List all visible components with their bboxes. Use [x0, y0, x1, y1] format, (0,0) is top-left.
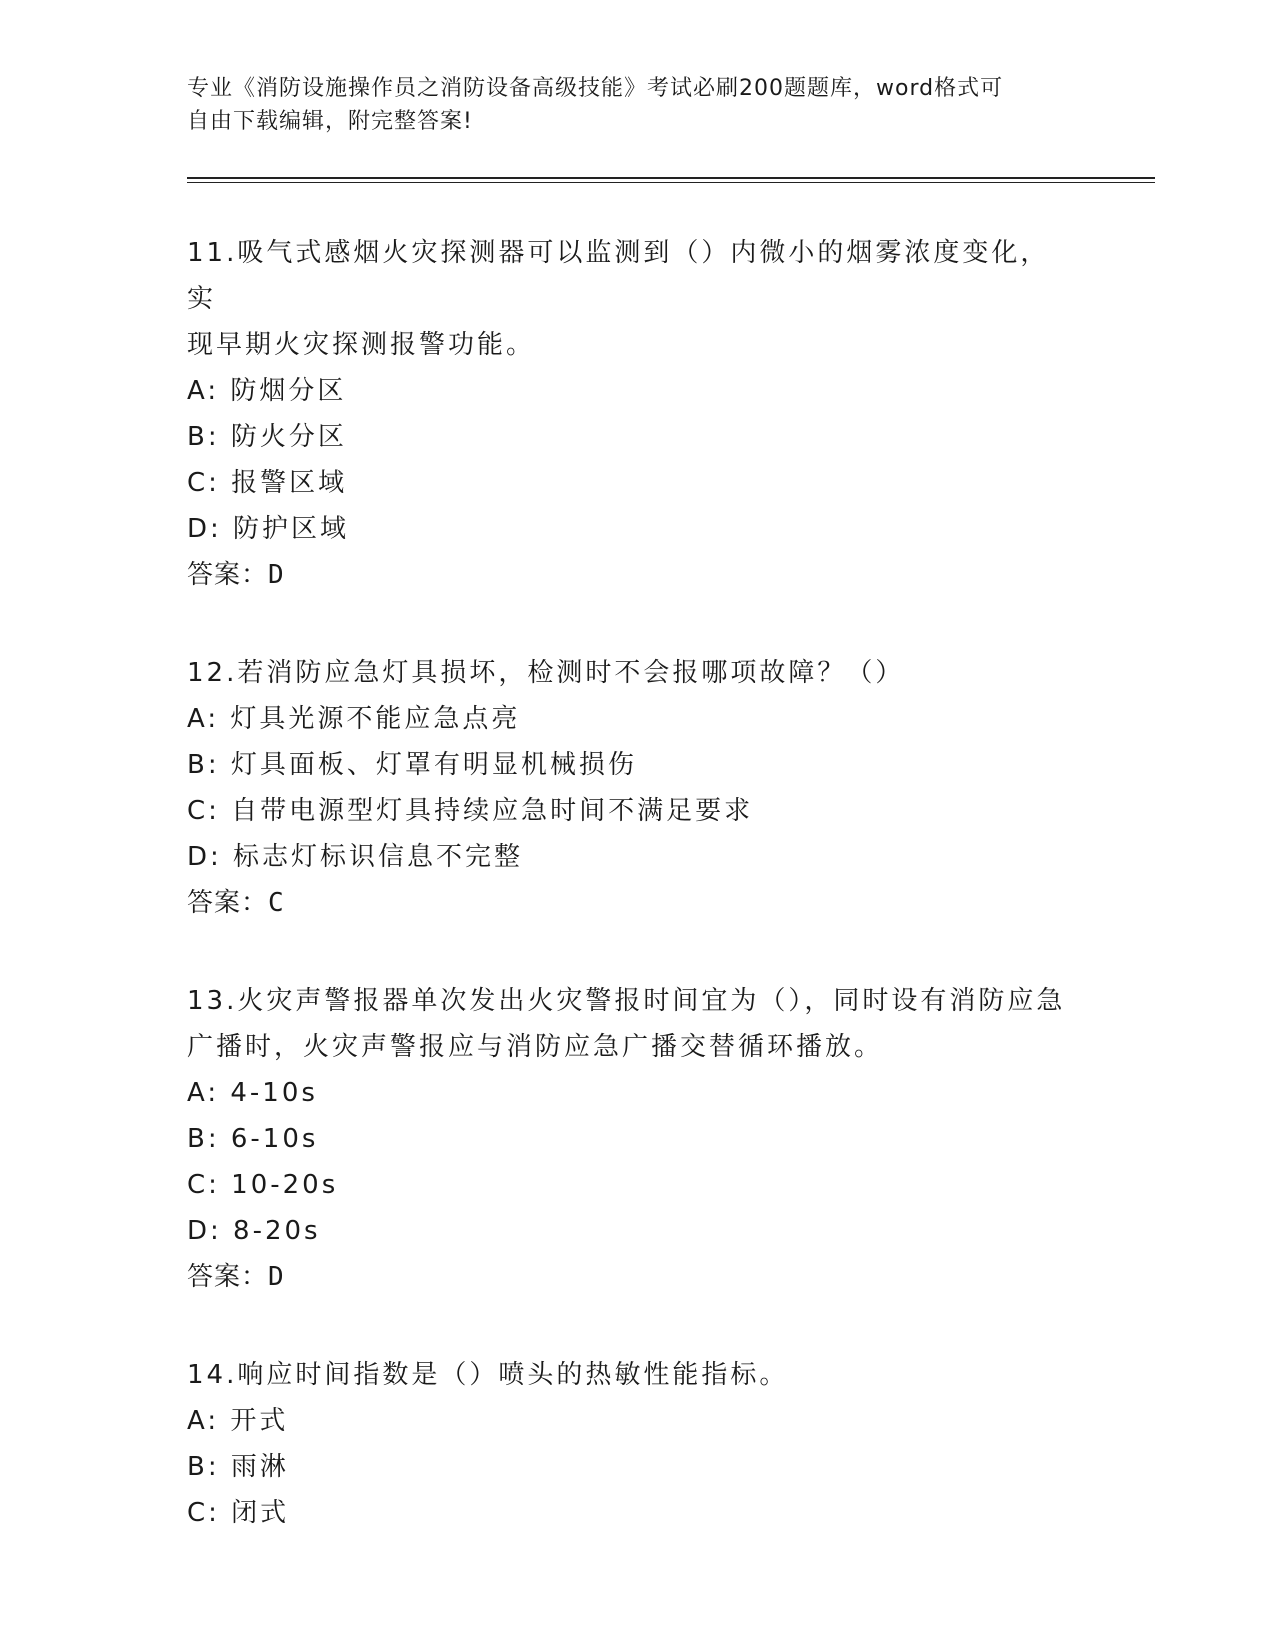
answer-value: D — [268, 560, 285, 590]
option-b: B: 灯具面板、灯罩有明显机械损伤 — [187, 750, 637, 780]
option-b: B: 雨淋 — [187, 1452, 289, 1482]
option-a: A: 开式 — [187, 1406, 289, 1436]
question-stem-line-2: 现早期火灾探测报警功能。 — [187, 330, 536, 360]
option-a: A: 防烟分区 — [187, 376, 347, 406]
option-c: C: 10-20s — [187, 1170, 339, 1200]
option-b: B: 6-10s — [187, 1124, 319, 1154]
answer-label: 答案： — [187, 1262, 269, 1292]
question-stem-line-1: 11.吸气式感烟火灾探测器可以监测到（）内微小的烟雾浓度变化，实 — [187, 238, 1050, 314]
option-c: C: 报警区域 — [187, 468, 348, 498]
option-c: C: 闭式 — [187, 1498, 290, 1528]
answer-value: D — [268, 1262, 285, 1292]
header-line-2: 自由下载编辑，附完整答案! — [187, 109, 473, 134]
option-a: A: 4-10s — [187, 1078, 318, 1108]
question-stem-line-1: 12.若消防应急灯具损坏，检测时不会报哪项故障？（） — [187, 658, 905, 688]
question-stem-line-2: 广播时，火灾声警报应与消防应急广播交替循环播放。 — [187, 1032, 884, 1062]
question-12 — [187, 650, 1087, 926]
question-14 — [187, 1352, 1087, 1536]
document-header — [187, 72, 1067, 138]
answer-line — [187, 552, 1087, 598]
option-a: A: 灯具光源不能应急点亮 — [187, 704, 521, 734]
question-list — [187, 230, 1087, 1588]
option-d: D: 防护区域 — [187, 514, 350, 544]
answer-value: C — [268, 888, 285, 918]
question-13 — [187, 978, 1087, 1300]
answer-line — [187, 880, 1087, 926]
question-11 — [187, 230, 1087, 598]
question-stem-line-1: 13.火灾声警报器单次发出火灾警报时间宜为（），同时设有消防应急 — [187, 986, 1066, 1016]
option-d: D: 8-20s — [187, 1216, 321, 1246]
option-b: B: 防火分区 — [187, 422, 347, 452]
header-divider — [187, 177, 1155, 183]
answer-line — [187, 1254, 1087, 1300]
question-stem-line-1: 14.响应时间指数是（）喷头的热敏性能指标。 — [187, 1360, 789, 1390]
header-line-1: 专业《消防设施操作员之消防设备高级技能》考试必刷200题题库，word格式可 — [187, 76, 1004, 101]
option-c: C: 自带电源型灯具持续应急时间不满足要求 — [187, 796, 754, 826]
answer-label: 答案： — [187, 560, 269, 590]
option-d: D: 标志灯标识信息不完整 — [187, 842, 524, 872]
answer-label: 答案： — [187, 888, 269, 918]
